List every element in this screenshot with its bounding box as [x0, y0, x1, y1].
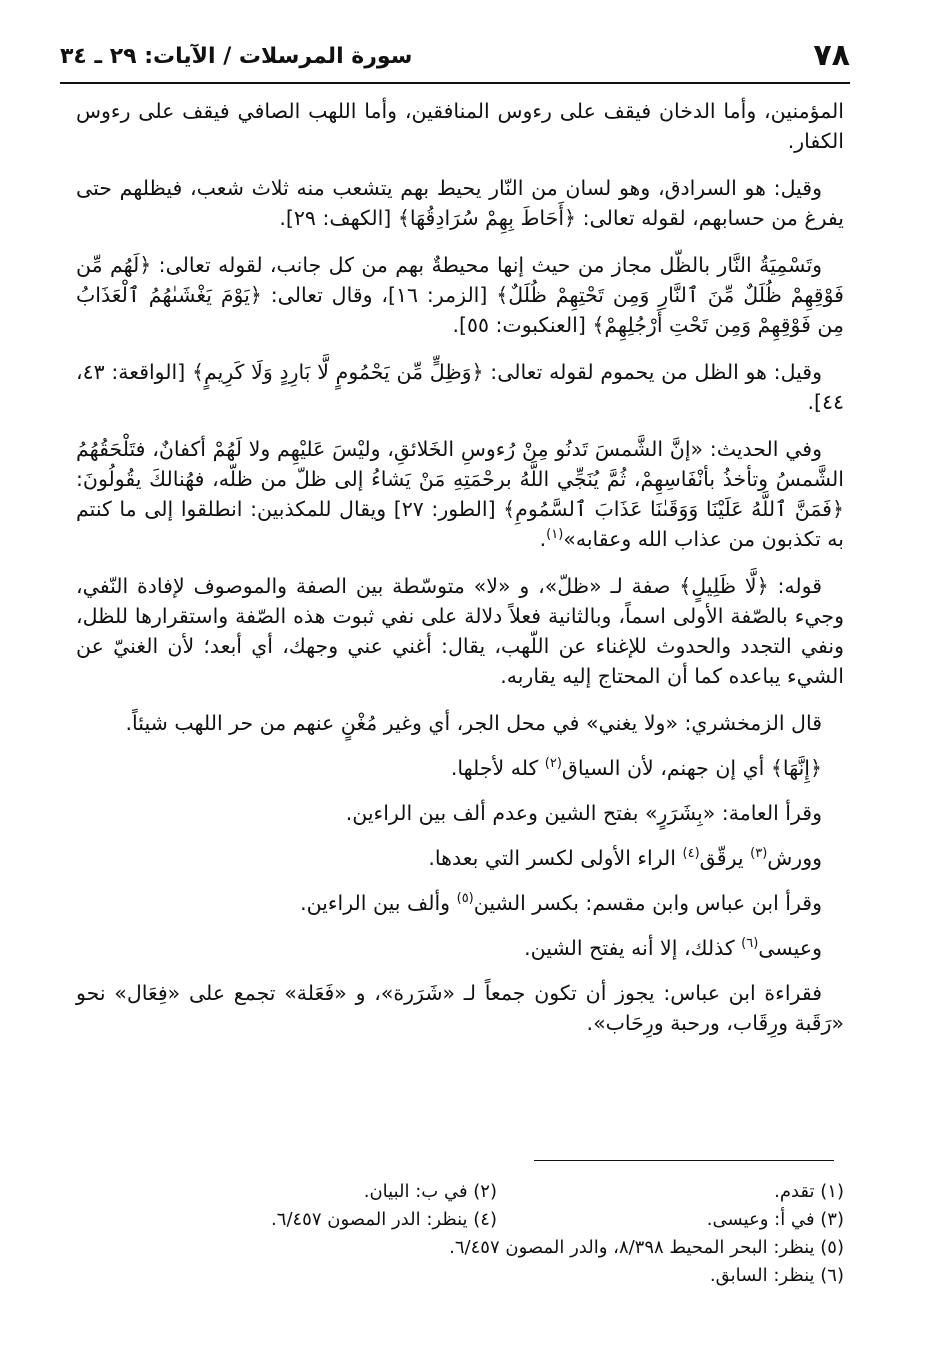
page-number: ٧٨ [813, 38, 850, 73]
text: الراء الأولى لكسر التي بعدها. [428, 846, 676, 870]
surah-title: سورة المرسلات / الآيات: ٢٩ ـ ٣٤ [60, 44, 413, 69]
footnote-2: (٢) في ب: البيان. [363, 1181, 497, 1202]
footnote-4: (٤) ينظر: الدر المصون ٦/٤٥٧. [271, 1209, 497, 1230]
paragraph-2: وقيل: هو السرادق، وهو لسان من النّار يحيط بهم يتشعب منه ثلاث شعب، فيظلهم حتى يفرغ من حسابهم، لقوله تعالى: ﴿أَحَاطَ بِهِمْ سُرَادِقُهَا﴾ [الكهف: ٢٩]. [76, 176, 844, 230]
main-text [76, 96, 844, 1055]
paragraph-5: وفي الحديث: «إنَّ الشَّمسَ تَدنُو مِنْ رُءوسِ الخَلائقِ، وليْسَ عَليْهِم ولا لَهُمْ أكفانٌ، فتَلْحَقُهُمُ الشَّمسُ وتأخذُ بأنْفَاسِهِمْ، ثُمَّ يُنَجِّي اللَّهُ برحْمَتِهِ مَنْ يَشاءُ إلى ظلّ من ظلّه، فهُنالكَ يقُولُونَ: ﴿فَمَنَّ ٱللَّهُ عَلَيْنَا وَوَقَىٰنَا عَذَابَ ٱلسَّمُومِ﴾ [الطور: ٢٧] ويقال للمكذبين: انطلقوا إلى ما كنتم به تكذبون من عذاب الله وعقابه»$^{(١)}$. [76, 437, 844, 551]
text: كله لأجلها. [450, 756, 539, 780]
footnote-6: (٦) ينظر: السابق. [709, 1265, 844, 1286]
paragraph-12 [76, 933, 844, 963]
hadith-text: وفي الحديث: «إنَّ الشَّمسَ تَدنُو مِنْ رُءوسِ الخَلائقِ، وليْسَ عَليْهِم ولا لَهُمْ أكفانٌ، فتَلْحَقُهُمُ الشَّمسُ وتأخذُ بأنْفَاسِهِمْ، ثُمَّ يُنَجِّي اللَّهُ برحْمَتِهِ مَنْ يَشاءُ إلى ظلّ من ظلّه، فهُنالكَ يقُولُونَ: ﴿فَمَنَّ ٱللَّهُ عَلَيْنَا وَوَقَىٰنَا عَذَابَ ٱلسَّمُومِ﴾ [الطور: ٢٧] ويقال للمكذبين: انطلقوا إلى ما كنتم به تكذبون من عذاب الله وعقابه» [76, 437, 844, 551]
footnote-mark-2: (٢) [544, 756, 562, 772]
footnote-mark-1: (١) [546, 527, 564, 543]
footnote-1: (١) تقدم. [774, 1181, 844, 1202]
footnote-mark-4: (٤) [682, 846, 700, 862]
footnote-5: (٥) ينظر: البحر المحيط ٨/٣٩٨، والدر المصون ٦/٤٥٧. [449, 1237, 844, 1258]
text: كذلك، إلا أنه يفتح الشين. [524, 936, 735, 960]
footnote-rule [534, 1160, 834, 1161]
text: وألف بين الراءين. [300, 891, 451, 915]
footnote-mark-5: (٥) [456, 891, 474, 907]
paragraph-3: وتَسْمِيَةُ النَّار بالظّل مجاز من حيث إنها محيطةٌ بهم من كل جانب، لقوله تعالى: ﴿لَهُم مِّن فَوْقِهِمْ ظُلَلٌ مِّنَ ٱلنَّارِ وَمِن تَحْتِهِمْ ظُلَلٌ﴾ [الزمر: ١٦]، وقال تعالى: ﴿يَوْمَ يَغْشَىٰهُمُ ٱلْعَذَابُ مِن فَوْقِهِمْ وَمِن تَحْتِ أَرْجُلِهِمْ﴾ [العنكبوت: ٥٥]. [76, 253, 844, 337]
text: يرقّق [699, 846, 744, 870]
footnotes [150, 1178, 844, 1290]
paragraph-11 [76, 888, 844, 918]
header-rule [60, 82, 850, 84]
footnote-row [150, 1206, 844, 1234]
text: وورش [767, 846, 822, 870]
text: وعيسى [758, 936, 822, 960]
paragraph-13: فقراءة ابن عباس: يجوز أن تكون جمعاً لـ «شَرَرة»، و «فَعَلة» تجمع على «فِعَال» نحو «رَقَبة ورِقَاب، ورحبة ورِحَاب». [76, 981, 844, 1035]
paragraph-6: قوله: ﴿لَّا ظَلِيلٍ﴾ صفة لـ «ظلّ»، و «لا» متوسّطة بين الصفة والموصوف لإفادة النّفي، وجيء بالصّفة الأولى اسماً، وبالثانية فعلاً دلالة على نفي ثبوت هذه الصّفة واستقرارها للظل، ونفي التجدد والحدوث للإغناء عن اللّهب، يقال: أغني عني وجهك، أي أبعد؛ لأن الغنيّ عن الشيء يباعده كما أن المحتاج إليه يقاربه. [76, 574, 844, 688]
paragraph-4: وقيل: هو الظل من يحموم لقوله تعالى: ﴿وَظِلٍّ مِّن يَحْمُومٍ لَّا بَارِدٍ وَلَا كَرِيمٍ﴾ [الواقعة: ٤٣، ٤٤]. [76, 360, 844, 414]
footnote-mark-6: (٦) [741, 936, 759, 952]
text: ﴿إِنَّهَا﴾ أي إن جهنم، لأن السياق [561, 756, 822, 780]
paragraph-10 [76, 843, 844, 873]
footnote-row [150, 1178, 844, 1206]
footnote-mark-3: (٣) [750, 846, 768, 862]
paragraph-7: قال الزمخشري: «ولا يغني» في محل الجر، أي وغير مُغْنٍ عنهم من حر اللهب شيئاً. [125, 711, 822, 735]
footnote-3: (٣) في أ: وعيسى. [706, 1209, 844, 1230]
paragraph-8 [76, 753, 844, 783]
page-header [60, 36, 850, 76]
text: وقرأ ابن عباس وابن مقسم: بكسر الشين [473, 891, 822, 915]
paragraph-1: المؤمنين، وأما الدخان فيقف على رءوس المنافقين، وأما اللهب الصافي فيقف على رءوس الكفار. [76, 99, 844, 153]
paragraph-9: وقرأ العامة: «بِشَرَرٍ» بفتح الشين وعدم ألف بين الراءين. [345, 801, 822, 825]
